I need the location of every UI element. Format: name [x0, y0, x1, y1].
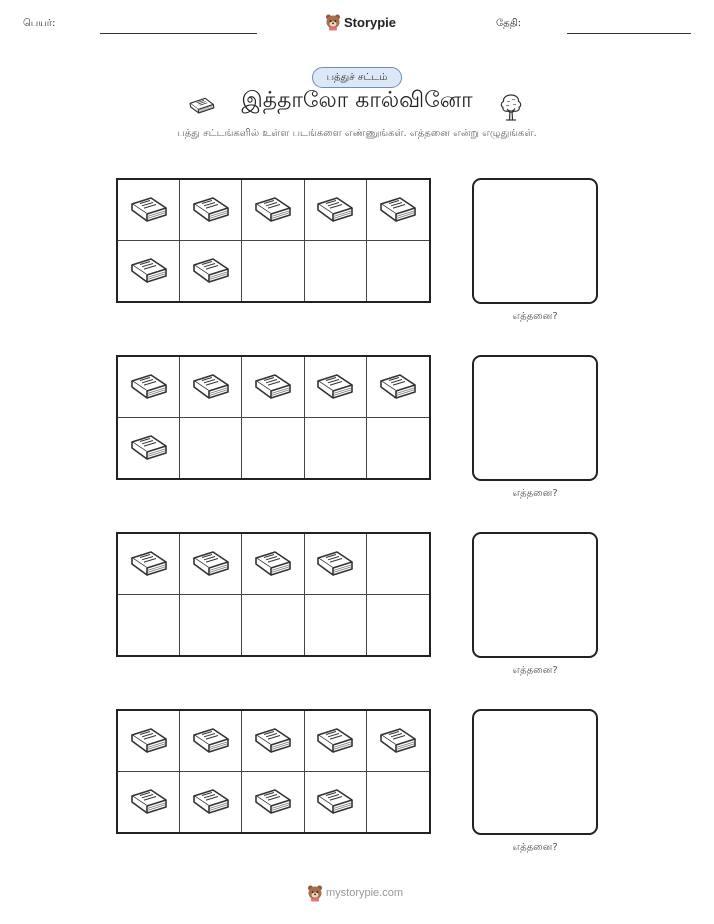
frame-cell [367, 418, 429, 479]
brand-name: Storypie [344, 14, 397, 30]
answer-box-3[interactable] [472, 532, 598, 658]
question-label-2: எத்தனை? [512, 488, 558, 499]
bear-icon [307, 884, 323, 902]
frame-cell [305, 241, 367, 302]
instructions: பத்து சட்டங்களில் உள்ள படங்களை எண்ணுங்கள். எத்தனை என்று எழுதுங்கள். [177, 128, 537, 139]
frame-cell [367, 711, 429, 772]
book-icon [253, 786, 293, 818]
book-icon [315, 194, 355, 226]
footer-url: mystorypie.com [326, 887, 404, 899]
frame-cell [367, 772, 429, 833]
frame-cell [242, 534, 304, 595]
frame-cell [305, 534, 367, 595]
frame-cell [118, 180, 180, 241]
ten-frame-1 [116, 178, 431, 303]
frame-cell [305, 357, 367, 418]
frame-cell [242, 595, 304, 656]
date-write-line [567, 33, 691, 34]
book-icon [253, 548, 293, 580]
book-icon [191, 194, 231, 226]
frame-cell [367, 241, 429, 302]
frame-cell [367, 534, 429, 595]
book-icon [253, 725, 293, 757]
ten-frame-2 [116, 355, 431, 480]
book-icon [187, 96, 217, 116]
book-icon [315, 786, 355, 818]
ten-frame-3 [116, 532, 431, 657]
frame-cell [180, 418, 242, 479]
book-icon [191, 255, 231, 287]
frame-cell [180, 772, 242, 833]
book-icon [129, 255, 169, 287]
frame-cell [242, 180, 304, 241]
frame-cell [367, 357, 429, 418]
frame-cell [180, 711, 242, 772]
book-icon [315, 725, 355, 757]
name-write-line [100, 33, 257, 34]
frame-cell [367, 180, 429, 241]
frame-cell [242, 711, 304, 772]
book-icon [129, 786, 169, 818]
ten-frame-4 [116, 709, 431, 834]
book-icon [378, 371, 418, 403]
frame-cell [305, 418, 367, 479]
book-icon [129, 194, 169, 226]
book-icon [253, 371, 293, 403]
frame-cell [305, 595, 367, 656]
tree-icon [499, 93, 523, 121]
book-icon [315, 548, 355, 580]
frame-cell [118, 772, 180, 833]
book-icon [378, 725, 418, 757]
frame-cell [305, 180, 367, 241]
frame-cell [118, 595, 180, 656]
frame-cell [118, 357, 180, 418]
frame-cell [242, 241, 304, 302]
book-icon [129, 548, 169, 580]
book-icon [129, 371, 169, 403]
frame-cell [118, 534, 180, 595]
question-label-4: எத்தனை? [512, 842, 558, 853]
frame-cell [305, 711, 367, 772]
answer-box-2[interactable] [472, 355, 598, 481]
answer-box-4[interactable] [472, 709, 598, 835]
frame-cell [305, 772, 367, 833]
footer [307, 884, 403, 902]
frame-cell [242, 357, 304, 418]
frame-cell [180, 595, 242, 656]
frame-cell [118, 241, 180, 302]
bear-icon [325, 13, 341, 31]
frame-cell [180, 180, 242, 241]
frame-cell [118, 418, 180, 479]
book-icon [191, 786, 231, 818]
question-label-3: எத்தனை? [512, 665, 558, 676]
frame-cell [242, 772, 304, 833]
book-icon [378, 194, 418, 226]
book-icon [191, 725, 231, 757]
answer-box-1[interactable] [472, 178, 598, 304]
book-icon [191, 548, 231, 580]
frame-cell [367, 595, 429, 656]
topic-badge: பத்துச் சட்டம் [312, 67, 402, 88]
frame-cell [180, 357, 242, 418]
question-label-1: எத்தனை? [512, 311, 558, 322]
frame-cell [180, 241, 242, 302]
date-label: தேதி: [496, 18, 522, 29]
book-icon [129, 725, 169, 757]
book-icon [191, 371, 231, 403]
frame-cell [118, 711, 180, 772]
brand-logo [325, 12, 396, 32]
book-icon [129, 432, 169, 464]
frame-cell [242, 418, 304, 479]
name-label: பெயர்: [23, 18, 56, 29]
page-title: இத்தாலோ கால்வினோ [241, 88, 473, 113]
book-icon [315, 371, 355, 403]
book-icon [253, 194, 293, 226]
frame-cell [180, 534, 242, 595]
